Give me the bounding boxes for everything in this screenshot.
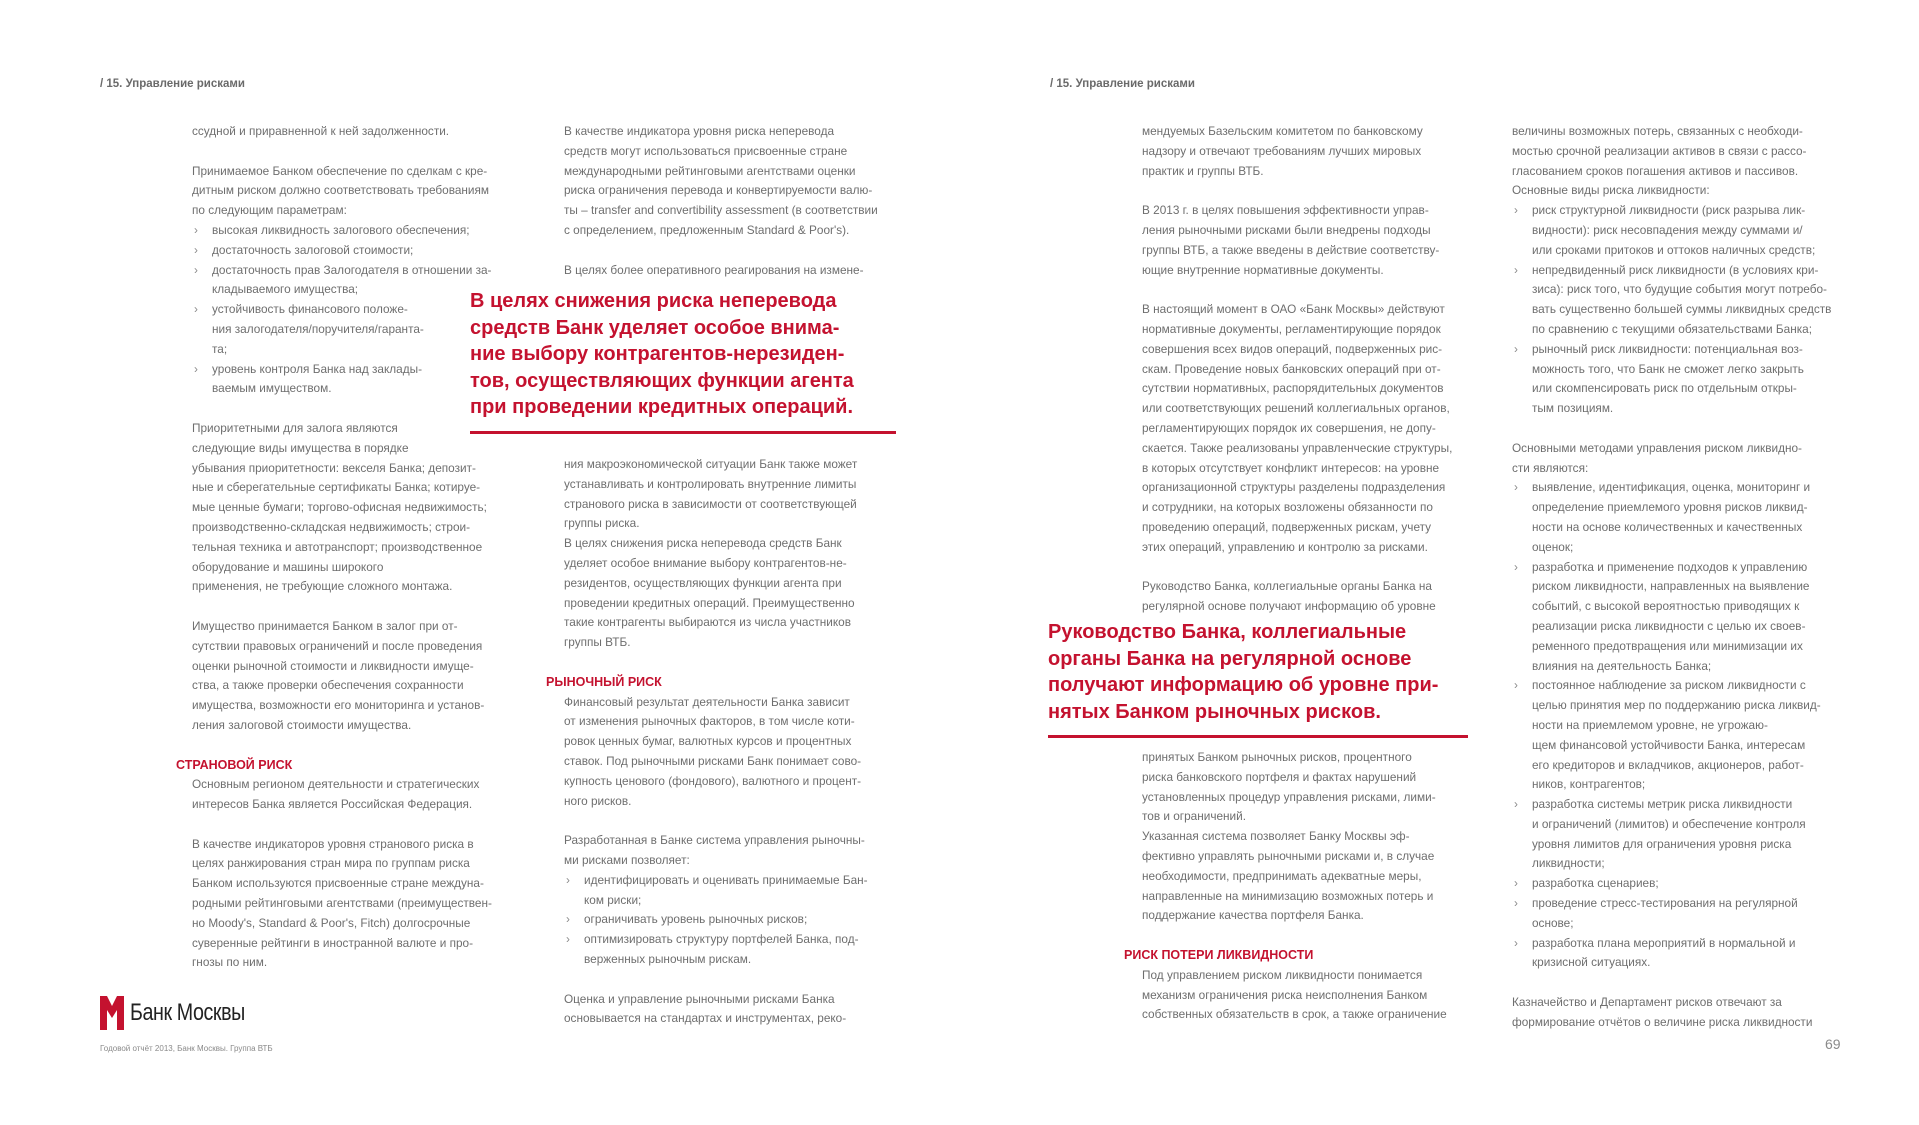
text-line: В качестве индикаторов уровня странового риска в	[192, 836, 474, 851]
text-line: практик и группы ВТБ.	[1142, 163, 1264, 178]
paragraph-gap	[564, 811, 904, 831]
text-line: поддержание качества портфеля Банка.	[1142, 908, 1364, 923]
column-2-bottom	[546, 455, 904, 1029]
list-item-line: или скомпенсировать риск по отдельным откры-	[1532, 381, 1797, 396]
text-line: надзору и отвечают требованиям лучших мировых	[1142, 143, 1422, 158]
text-line: Основным регионом деятельности и стратегических	[192, 777, 480, 792]
text-line: ления залоговой стоимости имущества.	[192, 717, 412, 732]
text-line: интересов Банка является Российская Федерация.	[192, 797, 473, 812]
text-line: Банком используются присвоенные стране междуна-	[192, 876, 484, 891]
col4-top-text	[1512, 122, 1852, 201]
list-item	[1512, 478, 1852, 557]
list-item-line: › разработка и применение подходов к управлению	[1532, 559, 1808, 574]
text-line: Имущество принимается Банком в залог при от-	[192, 618, 458, 633]
text-line: Руководство Банка, коллегиальные органы Банка на	[1142, 579, 1432, 594]
text-line: проведении кредитных операций. Преимущественно	[564, 595, 855, 610]
list-item-line: можность того, что Банк не сможет легко закрыть	[1532, 361, 1804, 376]
text-line: ного рисков.	[564, 793, 632, 808]
list-item-line: › рыночный риск ликвидности: потенциальная воз-	[1532, 341, 1803, 356]
list-item-line: › уровень контроля Банка над заклады-	[212, 361, 423, 376]
list-item	[1512, 676, 1852, 795]
list-item-line: зиса): риск того, что будущие события могут потребо-	[1532, 282, 1827, 297]
list-item-line: кладываемого имущества;	[212, 282, 359, 297]
text-line: устанавливать и контролировать внутренние лимиты	[564, 476, 857, 491]
text-line: купность ценового (фондового), валютного и процент-	[564, 773, 862, 788]
text-line: Указанная система позволяет Банку Москвы эф-	[1142, 829, 1410, 844]
text-line: нормативные документы, регламентирующие порядок	[1142, 321, 1441, 336]
list-item	[1512, 340, 1852, 419]
column-3-top	[1142, 122, 1482, 617]
text-line: Оценка и управление рыночными рисками Банка	[564, 991, 835, 1006]
list-item	[564, 910, 904, 930]
paragraph-gap	[192, 142, 532, 162]
text-line: В настоящий момент в ОАО «Банк Москвы» действуют	[1142, 302, 1445, 317]
text-line: по следующим параметрам:	[192, 203, 347, 218]
text-line: резидентов, осуществляющих функции агента при	[564, 575, 842, 590]
text-line: Руководство Банка, коллегиальные	[1048, 621, 1407, 643]
text-line: фективно управлять рыночными рисками и, в случае	[1142, 848, 1435, 863]
text-line: величины возможных потерь, связанных с необходи-	[1512, 124, 1803, 138]
text-line: убывания приоритетности: векселя Банка; депозит-	[192, 460, 476, 475]
list-item-line: событий, с высокой вероятностью приводящих к	[1532, 599, 1800, 614]
list-item-line: › выявление, идентификация, оценка, мониторинг и	[1532, 480, 1811, 495]
list-item-line: › проведение стресс-тестирования на регулярной	[1532, 896, 1798, 911]
list-item-line: по сравнению с текущими обязательствами Банка;	[1532, 321, 1812, 336]
col2-bottom-text	[564, 970, 904, 1029]
list-item-line: ваемым имуществом.	[212, 381, 332, 396]
text-line: следующие виды имущества в порядке	[192, 440, 409, 455]
text-line: но Moody's, Standard & Poor's, Fitch) долгосрочные	[192, 915, 471, 930]
list-item-line: › риск структурной ликвидности (риск разрыва лик-	[1532, 203, 1806, 218]
text-line: формирование отчётов о величине риска ликвидности	[1512, 1014, 1813, 1029]
text-line: имущества, возможности его мониторинга и установ-	[192, 698, 485, 713]
list-item-line: › постоянное наблюдение за риском ликвидности с	[1532, 678, 1806, 693]
bank-logo	[100, 996, 270, 1030]
col4-liquidity-methods-list	[1512, 478, 1852, 973]
text-line: В целях снижения риска неперевода	[470, 290, 837, 312]
list-item-line: › высокая ликвидность залогового обеспечения;	[212, 222, 470, 237]
paragraph-gap	[192, 597, 532, 617]
paragraph-gap	[1142, 181, 1482, 201]
text-line: ния макроэкономической ситуации Банк также может	[564, 457, 858, 471]
list-item-line: › достаточность залоговой стоимости;	[212, 242, 414, 257]
text-line: механизм ограничения риска неисполнения Банком	[1142, 987, 1428, 1002]
text-line: организационной структуры разделены подразделения	[1142, 480, 1446, 495]
text-line: основывается на стандартах и инструментах, реко-	[564, 1011, 847, 1026]
paragraph-gap	[192, 815, 532, 835]
text-line: проведению операций, подверженных рискам, учету	[1142, 519, 1432, 534]
text-line: ставок. Под рыночными рисками Банк понимает сово-	[564, 753, 862, 768]
list-item-line: › разработка плана мероприятий в нормальной и	[1532, 935, 1796, 950]
text-line: ты – transfer and convertibility assessment (в соответствии	[564, 203, 878, 218]
list-item-line: и ограничений (лимитов) и обеспечение контроля	[1532, 816, 1806, 831]
list-item	[564, 930, 904, 970]
text-line: В 2013 г. в целях повышения эффективности управ-	[1142, 203, 1429, 218]
text-line: сти являются:	[1512, 460, 1589, 475]
text-line: мостью срочной реализации активов в связи с рассо-	[1512, 143, 1807, 158]
list-item	[1512, 558, 1852, 677]
list-item-line: тым позициям.	[1532, 401, 1614, 416]
list-item-line: влияния на деятельность Банка;	[1532, 658, 1712, 673]
text-line: родными рейтинговыми агентствами (преимуществен-	[192, 896, 492, 911]
footer-text: Годовой отчёт 2013, Банк Москвы. Группа ВТБ	[100, 1044, 273, 1053]
col2-top-text	[564, 122, 904, 280]
list-item	[1512, 874, 1852, 894]
list-item	[1512, 795, 1852, 874]
text-line: В целях снижения риска неперевода средств Банк	[564, 536, 842, 551]
bank-logo-text: Банк Москвы	[130, 999, 245, 1026]
list-item	[1512, 201, 1852, 260]
list-item-line: основе;	[1532, 915, 1574, 930]
column-1	[176, 122, 532, 973]
market-risk-heading: РЫНОЧНЫЙ РИСК	[546, 674, 662, 689]
running-header-left: / 15. Управление рисками	[100, 78, 245, 90]
text-line: ние выбору контрагентов-нерезиден-	[470, 343, 845, 365]
list-item-line: › разработка сценариев;	[1532, 876, 1659, 891]
column-3-bottom	[1124, 748, 1482, 1025]
text-line: оценки рыночной стоимости и ликвидности имуще-	[192, 658, 474, 673]
text-line: риска банковского портфеля и фактах нарушений	[1142, 769, 1417, 784]
col2-market-risk-list	[564, 871, 904, 970]
text-line: при проведении кредитных операций.	[470, 396, 854, 418]
paragraph-gap	[564, 241, 904, 261]
column-2-top	[564, 122, 904, 280]
col1-bottom-text	[192, 775, 532, 973]
bank-logo-icon	[100, 996, 124, 1030]
col1-middle-text	[192, 399, 532, 755]
text-line: странового риска в зависимости от соответствующей	[564, 496, 857, 511]
list-item-line: или сроками притоков и оттоков наличных средств;	[1532, 242, 1816, 257]
paragraph-gap	[1512, 973, 1852, 993]
text-line: группы ВТБ.	[564, 635, 631, 650]
text-line: применения, не требующие сложного монтажа.	[192, 579, 453, 594]
running-header-right: / 15. Управление рисками	[1050, 78, 1195, 90]
col3-middle-text	[1142, 748, 1482, 946]
list-item	[192, 241, 532, 261]
text-line: собственных обязательств в срок, а также ограничение	[1142, 1007, 1447, 1022]
col4-bottom-text	[1512, 973, 1852, 1032]
text-line: тов, осуществляющих функции агента	[470, 369, 854, 392]
list-item-line: верженных рыночным рискам.	[584, 951, 752, 966]
text-line: уделяет особое внимание выбору контрагентов-не-	[564, 555, 847, 570]
paragraph-gap	[1142, 280, 1482, 300]
list-item-line: уровня лимитов для ограничения уровня риска	[1532, 836, 1792, 851]
list-item-line: ности на приемлемом уровне, не угрожаю-	[1532, 717, 1768, 732]
text-line: риска ограничения перевода и конвертируемости валю-	[564, 183, 873, 198]
list-item-line: его кредиторов и вкладчиков, акционеров, работ-	[1532, 757, 1804, 772]
list-item-line: ликвидности;	[1532, 856, 1605, 871]
text-line: группы риска.	[564, 516, 640, 531]
col3-bottom-text	[1142, 966, 1482, 1025]
text-line: производственно-складская недвижимость; строи-	[192, 519, 471, 534]
list-item-line: оценок;	[1532, 539, 1574, 554]
list-item-line: ности на основе количественных и качественных	[1532, 519, 1803, 534]
list-item-line: ременного предотвращения или минимизации их	[1532, 638, 1803, 653]
text-line: мендуемых Базельским комитетом по банковскому	[1142, 124, 1423, 138]
text-line: ления рыночными рисками были внедрены подходы	[1142, 222, 1431, 237]
text-line: принятых Банком рыночных рисков, процентного	[1142, 750, 1412, 764]
list-item-line: кризисной ситуациях.	[1532, 955, 1651, 970]
text-line: средств могут использоваться присвоенные стране	[564, 143, 848, 158]
text-line: международными рейтинговыми агентствами оценки	[564, 163, 856, 178]
text-line: ссудной и приравненной к ней задолженности.	[192, 124, 450, 138]
text-line: Разработанная в Банке система управления рыночны-	[564, 833, 865, 848]
text-line: регулярной основе получают информацию об уровне	[1142, 599, 1436, 614]
list-item-line: ников, контрагентов;	[1532, 777, 1646, 792]
list-item	[564, 871, 904, 911]
text-line: установленных процедур управления рисками, лими-	[1142, 789, 1436, 804]
pull-quote-2	[1048, 619, 1468, 738]
paragraph-gap	[564, 970, 904, 990]
list-item-line: › идентифицировать и оценивать принимаемые Бан-	[584, 872, 868, 887]
text-line: группы ВТБ, а также введены в действие соответству-	[1142, 242, 1440, 257]
liquidity-risk-heading: РИСК ПОТЕРИ ЛИКВИДНОСТИ	[1124, 947, 1314, 962]
list-item-line: › оптимизировать структуру портфелей Банка, под-	[584, 932, 859, 947]
text-line: средств Банк уделяет особое внима-	[470, 316, 840, 339]
text-line: ющие внутренние нормативные документы.	[1142, 262, 1384, 277]
text-line: Основные виды риска ликвидности:	[1512, 183, 1710, 198]
text-line: целях ранжирования стран мира по группам риска	[192, 856, 470, 871]
text-line: тельная техника и автотранспорт; производственное	[192, 539, 483, 554]
text-line: Приоритетными для залога являются	[192, 420, 398, 435]
text-line: такие контрагенты выбираются из числа участников	[564, 615, 851, 630]
text-line: ства, а также проверки обеспечения сохранности	[192, 678, 464, 693]
text-line: с определением, предложенным Standard & Poor's).	[564, 222, 850, 237]
list-item	[1512, 894, 1852, 934]
list-item-line: › ограничивать уровень рыночных рисков;	[584, 912, 808, 927]
column-4	[1512, 122, 1852, 1033]
text-line: Принимаемое Банком обеспечение по сделкам с кре-	[192, 163, 488, 178]
text-line: Финансовый результат деятельности Банка зависит	[564, 694, 850, 709]
pull-quote-1	[470, 288, 896, 434]
paragraph-gap	[192, 736, 532, 756]
list-item	[1512, 934, 1852, 974]
list-item-line: ния залогодателя/поручителя/гаранта-	[212, 321, 424, 336]
list-item-line: › достаточность прав Залогодателя в отношении за-	[212, 262, 492, 277]
text-line: гласованием сроков погашения активов и пассивов.	[1512, 163, 1799, 178]
list-item-line: › непредвиденный риск ликвидности (в условиях кри-	[1532, 262, 1819, 277]
paragraph-gap	[1142, 558, 1482, 578]
list-item-line: определение приемлемого уровня рисков ликвид-	[1532, 500, 1808, 515]
text-line: в которых отсутствует конфликт интересов: на уровне	[1142, 460, 1440, 475]
text-line: суверенные рейтинги в иностранной валюте и про-	[192, 935, 474, 950]
col4-liquidity-types-list	[1512, 201, 1852, 419]
text-line: и сотрудники, на которых возложены обязанности по	[1142, 500, 1433, 515]
country-risk-heading: СТРАНОВОЙ РИСК	[176, 757, 293, 772]
text-line: или соответствующих решений коллегиальных органов,	[1142, 401, 1450, 416]
paragraph-gap	[1512, 419, 1852, 439]
list-item-line: вать существенно большей суммы ликвидных средств	[1532, 302, 1832, 317]
text-line: нятых Банком рыночных рисков.	[1048, 700, 1381, 723]
text-line: этих операций, управлению и контролю за рисками.	[1142, 539, 1428, 554]
text-line: необходимости, предпринимать адекватные меры,	[1142, 868, 1422, 883]
text-line: оборудование и машины широкого	[192, 559, 384, 574]
list-item-line: видности): риск несовпадения между суммами и/	[1532, 222, 1803, 237]
list-item-line: › разработка системы метрик риска ликвидности	[1532, 797, 1793, 812]
text-line: ровок ценных бумаг, валютных курсов и процентных	[564, 734, 852, 749]
col2-middle-text	[564, 455, 904, 653]
list-item	[192, 221, 532, 241]
text-line: направленные на минимизацию возможных потерь и	[1142, 888, 1434, 903]
list-item-line: реализации риска ликвидности с целью их своев-	[1532, 618, 1806, 633]
text-line: тов и ограничений.	[1142, 809, 1247, 824]
text-line: скается. Также реализованы управленческие структуры,	[1142, 440, 1453, 455]
page-number: 69	[1825, 1036, 1841, 1052]
list-item-line: та;	[212, 341, 228, 356]
text-line: ми рисками позволяет:	[564, 852, 690, 867]
list-item-line: целью принятия мер по поддержанию риска ликвид-	[1532, 698, 1821, 713]
text-line: Основными методами управления риском ликвидно-	[1512, 440, 1802, 455]
text-line: гнозы по ним.	[192, 955, 268, 970]
text-line: совершения всех видов операций, подверженных рис-	[1142, 341, 1443, 356]
list-item-line: риском ликвидности, направленных на выявление	[1532, 579, 1810, 594]
col3-top-text	[1142, 122, 1482, 617]
text-line: ные и сберегательные сертификаты Банка; котируе-	[192, 480, 481, 495]
text-line: мые ценные бумаги; торгово-офисная недвижимость;	[192, 500, 487, 515]
text-line: получают информацию об уровне при-	[1048, 674, 1439, 696]
text-line: сутствии нормативных, распорядительных документов	[1142, 381, 1444, 396]
logo-mark	[100, 996, 124, 1030]
text-line: В целях более оперативного реагирования на измене-	[564, 262, 864, 277]
text-line: от изменения рыночных факторов, в том числе коти-	[564, 714, 855, 729]
paragraph-gap	[1142, 926, 1482, 946]
text-line: сутствии правовых ограничений и после проведения	[192, 638, 483, 653]
text-line: дитным риском должно соответствовать требованиям	[192, 183, 490, 198]
list-item-line: ком риски;	[584, 892, 642, 907]
col1-top-text	[192, 122, 532, 221]
text-line: В качестве индикатора уровня риска неперевода	[564, 124, 835, 138]
list-item-line: щем финансовой устойчивости Банка, интересам	[1532, 737, 1806, 752]
list-item-line: › устойчивость финансового положе-	[212, 302, 408, 317]
text-line: органы Банка на регулярной основе	[1048, 647, 1412, 670]
col4-middle-text	[1512, 419, 1852, 478]
text-line: Казначейство и Департамент рисков отвечают за	[1512, 995, 1782, 1010]
text-line: регламентирующих порядок их совершения, не допу-	[1142, 420, 1436, 435]
list-item	[1512, 261, 1852, 340]
text-line: Под управлением риском ликвидности понимается	[1142, 967, 1423, 982]
col2-lower-text	[564, 693, 904, 871]
text-line: скам. Проведение новых банковских операций при от-	[1142, 361, 1441, 376]
